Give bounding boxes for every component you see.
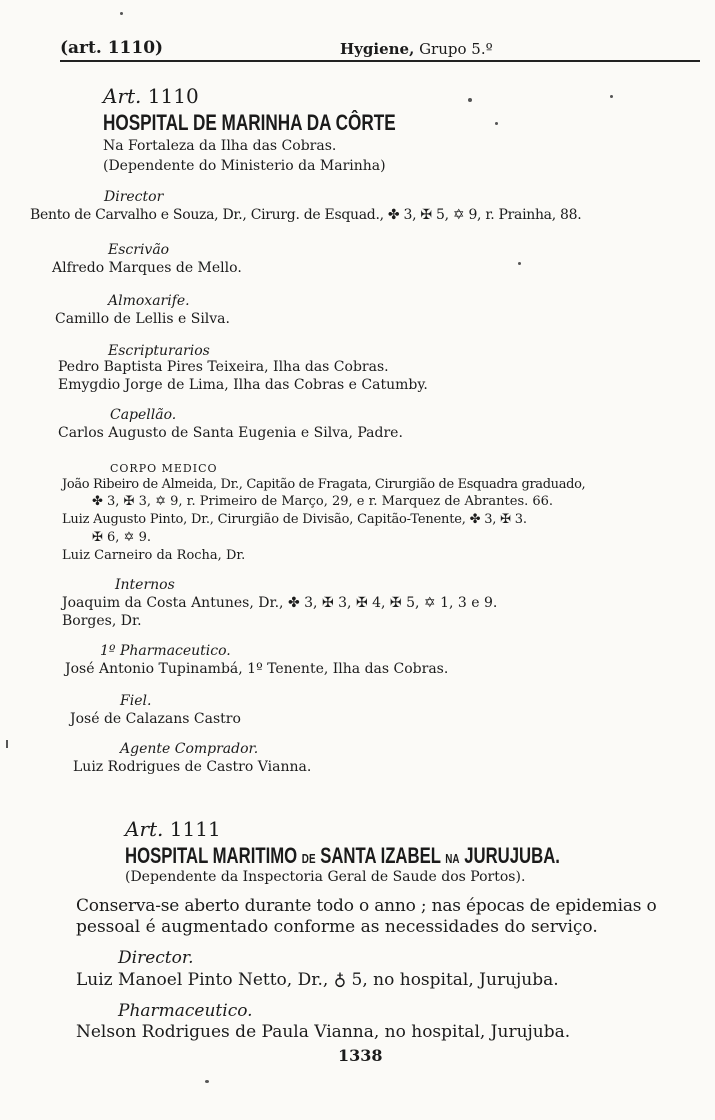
role-internos: Internos xyxy=(115,577,175,593)
art-1110-subtitle-location: Na Fortaleza da Ilha das Cobras. xyxy=(103,138,337,154)
pharmaceutico-entry: José Antonio Tupinambá, 1º Tenente, Ilha das Cobras. xyxy=(65,661,449,677)
print-speck xyxy=(6,740,8,748)
role-director-1111: Director. xyxy=(118,948,194,968)
internos-entry-2: Borges, Dr. xyxy=(62,613,142,629)
director-1111-entry: Luiz Manoel Pinto Netto, Dr., ♁ 5, no hospital, Jurujuba. xyxy=(76,970,559,990)
title-part-hospital: HOSPITAL MARITIMO xyxy=(125,843,298,868)
page-number: 1338 xyxy=(338,1046,383,1065)
escrivao-entry: Alfredo Marques de Mello. xyxy=(52,260,242,276)
print-speck xyxy=(468,98,472,102)
role-escripturarios: Escripturarios xyxy=(108,343,210,359)
corpo-entry-2-line-1: Luiz Augusto Pinto, Dr., Cirurgião de Divisão, Capitão-Tenente, ✤ 3, ✠ 3. xyxy=(62,512,527,527)
art-1110-heading xyxy=(103,84,199,108)
corpo-entry-1-line-2: ✤ 3, ✠ 3, ✡ 9, r. Primeiro de Março, 29, e r. Marquez de Abrantes. 66. xyxy=(92,494,554,509)
header-section xyxy=(340,40,493,58)
title-connector-de: DE xyxy=(301,851,316,866)
pharmaceutico-1111-entry: Nelson Rodrigues de Paula Vianna, no hospital, Jurujuba. xyxy=(76,1022,571,1042)
role-almoxarife: Almoxarife. xyxy=(108,293,190,309)
running-header xyxy=(60,38,700,62)
almoxarife-entry: Camillo de Lellis e Silva. xyxy=(55,311,230,327)
art-label: Art. xyxy=(103,84,142,108)
print-speck xyxy=(610,95,613,98)
art-1110-subtitle-dependency: (Dependente do Ministerio da Marinha) xyxy=(103,158,386,174)
role-fiel: Fiel. xyxy=(120,693,152,709)
print-speck xyxy=(495,122,498,125)
art-number: 1110 xyxy=(147,84,199,108)
header-section-group: Grupo 5.º xyxy=(419,40,493,58)
art-1110-title: HOSPITAL DE MARINHA DA CÔRTE xyxy=(103,110,396,135)
role-agente-comprador: Agente Comprador. xyxy=(120,741,259,757)
role-escrivao: Escrivão xyxy=(108,242,170,258)
print-speck xyxy=(120,12,123,15)
title-connector-na: NA xyxy=(445,851,460,866)
fiel-entry: José de Calazans Castro xyxy=(70,711,241,727)
corpo-entry-3: Luiz Carneiro da Rocha, Dr. xyxy=(62,548,246,563)
art-1111-subtitle: (Dependente da Inspectoria Geral de Saude dos Portos). xyxy=(125,869,526,885)
header-section-bold: Hygiene, xyxy=(340,40,415,58)
paragraph-line-2: pessoal é augmentado conforme as necessidades do serviço. xyxy=(76,917,598,937)
art-number: 1111 xyxy=(169,817,221,841)
corpo-entry-1-line-1: João Ribeiro de Almeida, Dr., Capitão de Fragata, Cirurgião de Esquadra graduado, xyxy=(62,477,586,492)
internos-entry-1: Joaquim da Costa Antunes, Dr., ✤ 3, ✠ 3, ✠ 4, ✠ 5, ✡ 1, 3 e 9. xyxy=(62,595,498,611)
section-corpo-medico: CORPO MEDICO xyxy=(110,462,218,475)
header-article-ref: (art. 1110) xyxy=(60,38,164,58)
title-part-santa-izabel: SANTA IZABEL xyxy=(320,843,441,868)
print-speck xyxy=(518,262,521,265)
art-label: Art. xyxy=(125,817,164,841)
corpo-entry-2-line-2: ✠ 6, ✡ 9. xyxy=(92,530,151,545)
art-1111-title xyxy=(125,843,560,869)
escripturario-entry-2: Emygdio Jorge de Lima, Ilha das Cobras e Catumby. xyxy=(58,377,428,393)
escripturario-entry-1: Pedro Baptista Pires Teixeira, Ilha das Cobras. xyxy=(58,359,389,375)
capellao-entry: Carlos Augusto de Santa Eugenia e Silva, Padre. xyxy=(58,425,403,441)
director-entry: Bento de Carvalho e Souza, Dr., Cirurg. de Esquad., ✤ 3, ✠ 5, ✡ 9, r. Prainha, 88. xyxy=(30,207,582,223)
paragraph-line-1: Conserva-se aberto durante todo o anno ; nas épocas de epidemias o xyxy=(76,896,657,916)
print-speck xyxy=(205,1080,209,1083)
role-pharmaceutico-1111: Pharmaceutico. xyxy=(118,1001,253,1021)
title-part-jurujuba: JURUJUBA. xyxy=(464,843,560,868)
agente-comprador-entry: Luiz Rodrigues de Castro Vianna. xyxy=(73,759,312,775)
art-1111-heading xyxy=(125,817,221,841)
role-capellao: Capellão. xyxy=(110,407,177,423)
role-pharmaceutico: 1º Pharmaceutico. xyxy=(100,643,231,659)
role-director: Director xyxy=(104,189,164,205)
